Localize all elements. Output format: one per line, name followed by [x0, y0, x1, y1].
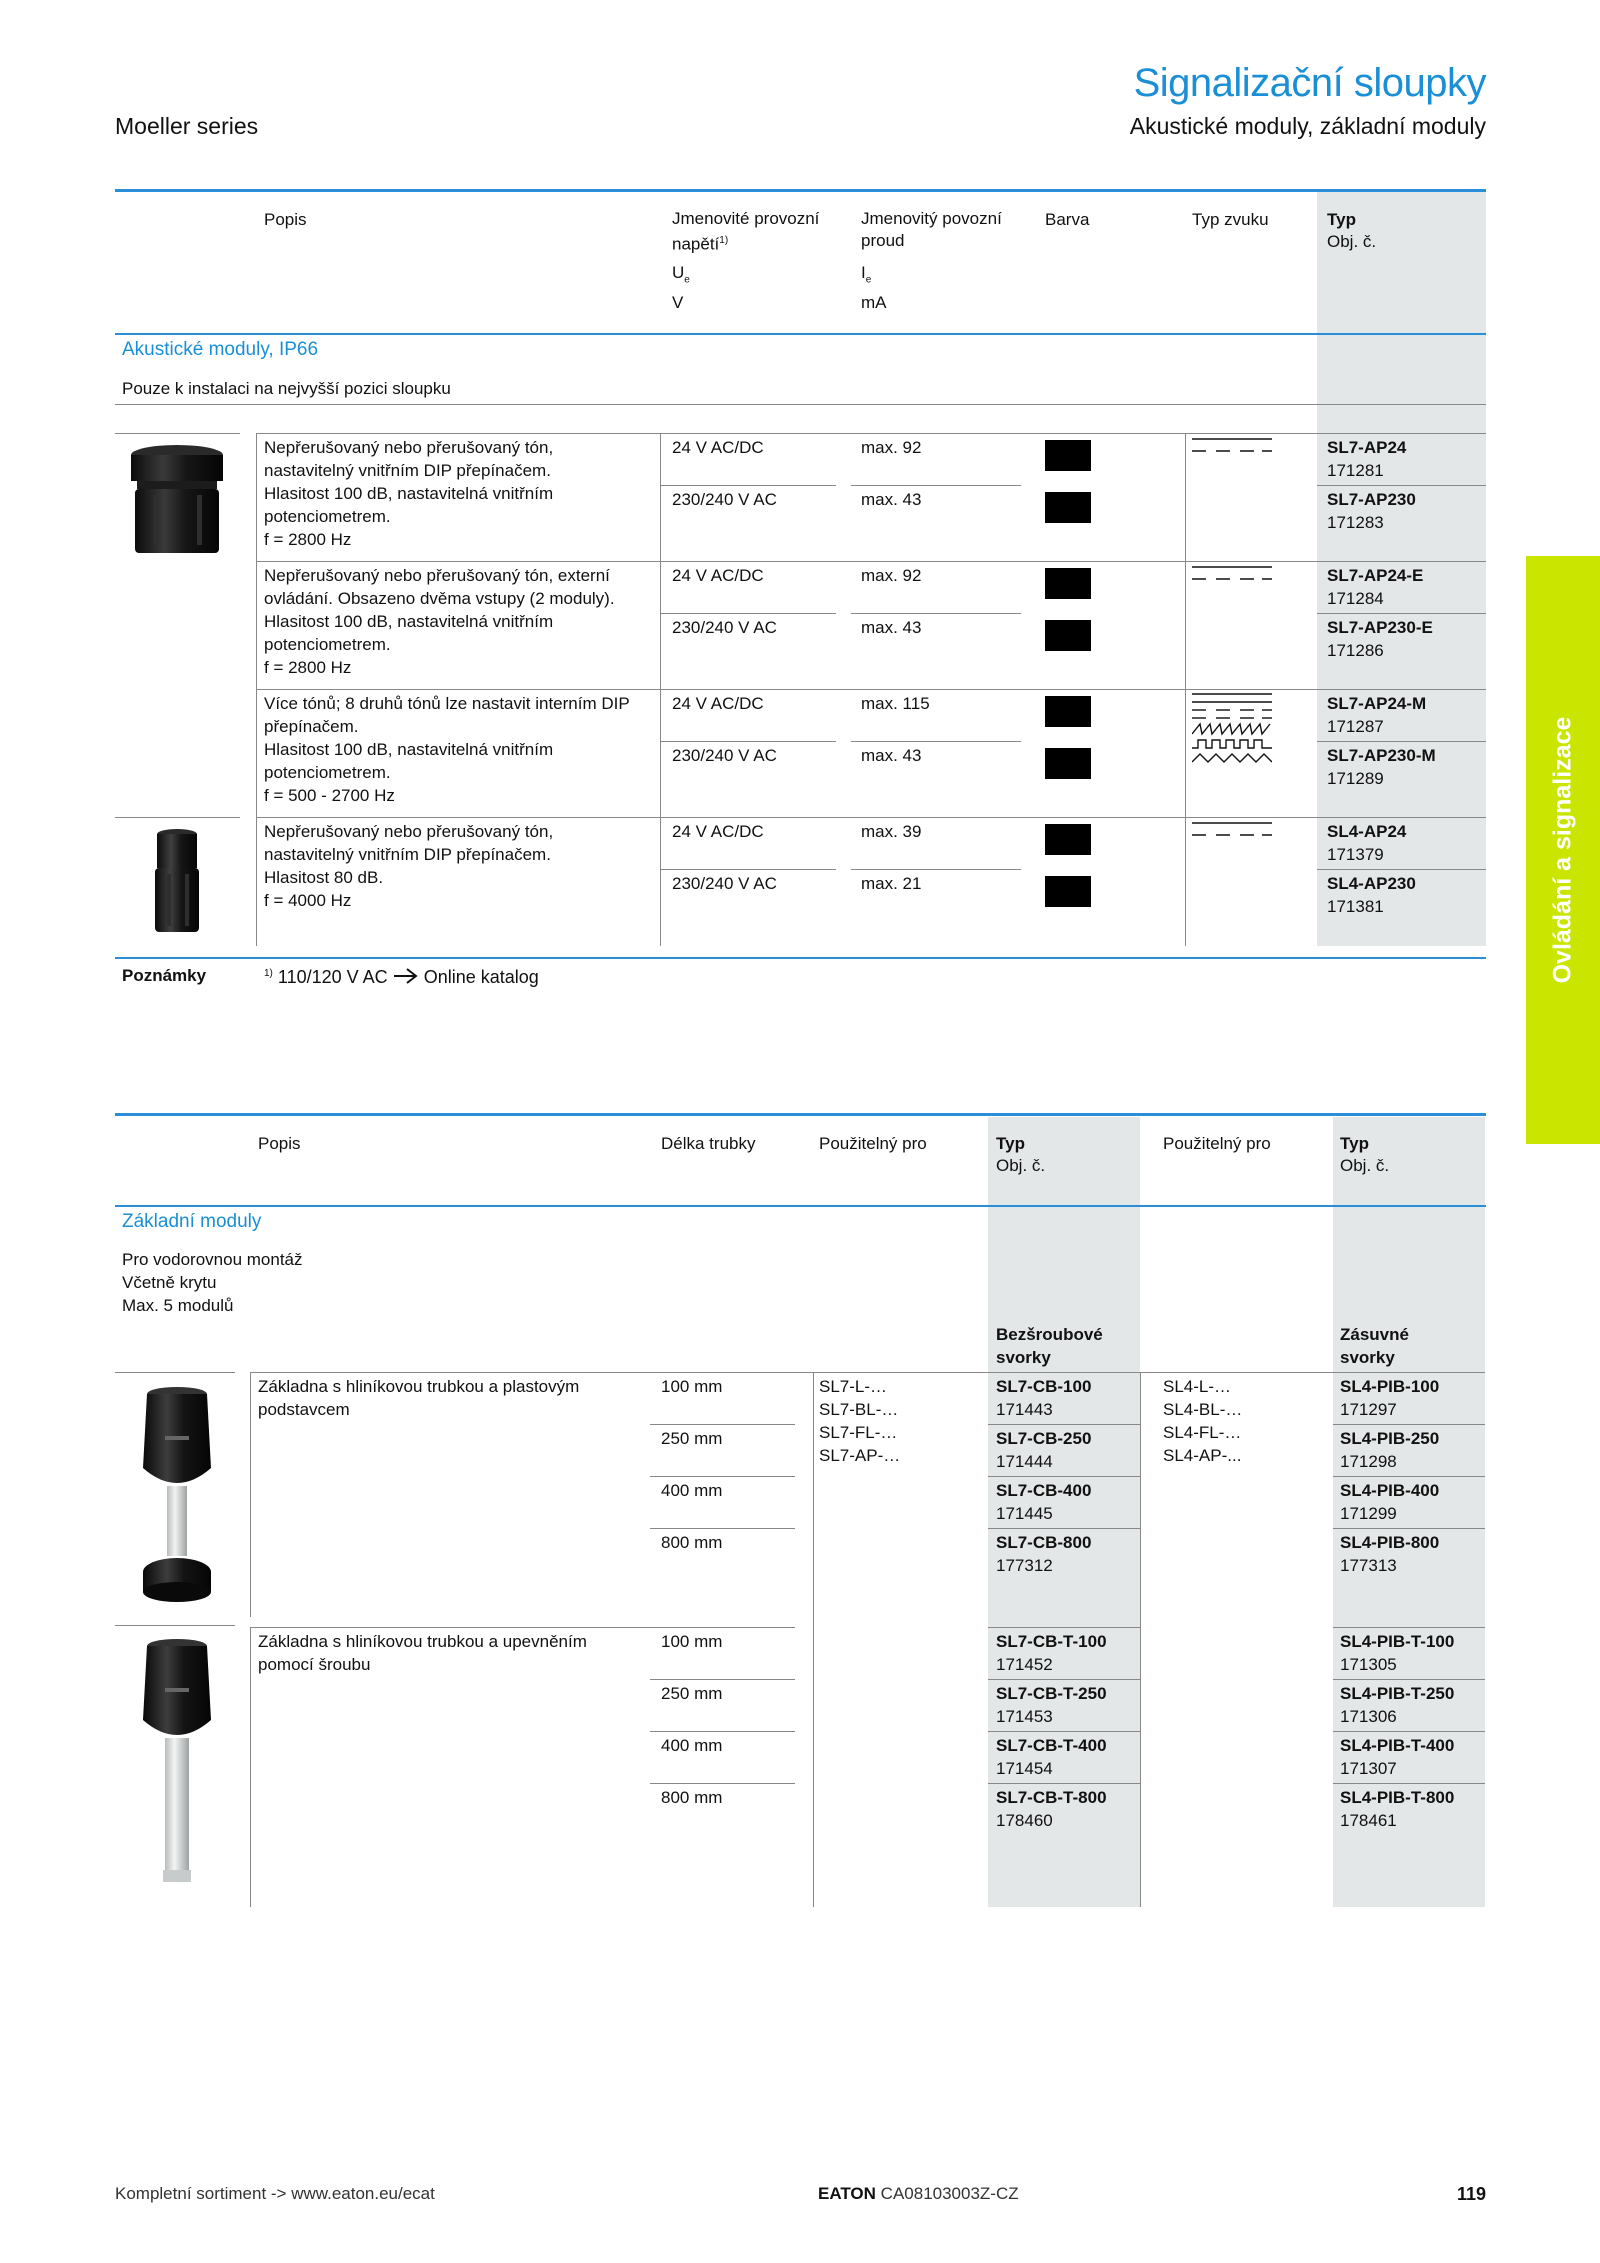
header2-typ1: Typ: [996, 1134, 1025, 1153]
base-row-rule: [988, 1476, 1140, 1477]
color-swatch-black: [1045, 876, 1091, 907]
group2-mid-rule-b: [851, 613, 1021, 614]
base-groupB-row2-length: 250 mm: [661, 1684, 723, 1703]
group1-rule: [250, 1372, 1485, 1373]
group2-row2-type: SL7-AP230-E: [1327, 618, 1433, 637]
base-row-rule: [988, 1528, 1140, 1529]
table2-top-rule: [115, 1113, 1486, 1116]
header-barva: Barva: [1045, 210, 1090, 229]
base-groupA-row1-type1: SL7-CB-100: [996, 1377, 1092, 1396]
group3-mid-rule-c: [1317, 741, 1486, 742]
group3-row2-current: max. 43: [861, 746, 922, 765]
section1-note-rule: [115, 404, 1486, 405]
base-groupB-row3-type2: SL4-PIB-T-400: [1340, 1736, 1455, 1755]
group4-mid-rule: [660, 869, 836, 870]
group2-rule: [256, 561, 1486, 562]
color-swatch-black: [1045, 620, 1091, 651]
base-groupB-row3-order2: 171307: [1340, 1759, 1397, 1778]
catalog-code: CA08103003Z-CZ: [880, 2184, 1019, 2203]
header-obj: Obj. č.: [1327, 232, 1377, 251]
group2-rule: [1333, 1627, 1485, 1628]
group2-row1-type: SL7-AP24-E: [1327, 566, 1424, 585]
color-swatch-black: [1045, 492, 1091, 523]
group4-row2-current: max. 21: [861, 874, 922, 893]
base-groupA-row4-order2: 177313: [1340, 1556, 1397, 1575]
base-groupB-row3-order1: 171454: [996, 1759, 1053, 1778]
group1-row2-type: SL7-AP230: [1327, 490, 1416, 509]
base-groupB-description: Základna s hliníkovou trubkou a upevněním pomocí šroubu: [258, 1632, 587, 1674]
group2-rule: [988, 1627, 1140, 1628]
group2-row2-order: 171286: [1327, 641, 1384, 660]
base-groupA-row1-type2: SL4-PIB-100: [1340, 1377, 1440, 1396]
header2-pouzitelny1: Použitelný pro: [819, 1134, 927, 1153]
base-groupA-description: Základna s hliníkovou trubkou a plastovým podstavcem: [258, 1377, 580, 1419]
header-napeti-symbol: $U_e$: [672, 263, 690, 286]
header2-typ2: Typ: [1340, 1134, 1369, 1153]
side-tab-label: Ovládání a signalizace: [1548, 716, 1577, 984]
group4-row2-type: SL4-AP230: [1327, 874, 1416, 893]
header-popis: Popis: [264, 210, 307, 229]
group3-mid-rule: [660, 741, 836, 742]
color-swatch-black: [1045, 748, 1091, 779]
continuous-intermittent-tone-icon: [1192, 564, 1272, 589]
header2-obj1: Obj. č.: [996, 1156, 1046, 1175]
group4-row2-order: 171381: [1327, 897, 1384, 916]
base-row-rule: [1333, 1476, 1485, 1477]
base-groupB-row1-order1: 171452: [996, 1655, 1053, 1674]
group2-row1-order: 171284: [1327, 589, 1384, 608]
group1-mid-rule-b: [851, 485, 1021, 486]
base-groupB-row4-order2: 178461: [1340, 1811, 1397, 1830]
length-column-rule: [813, 1372, 814, 1907]
group1-row1-voltage: 24 V AC/DC: [672, 438, 764, 457]
base-row-rule: [988, 1424, 1140, 1425]
notes-rule: [115, 957, 1486, 959]
series-label: Moeller series: [115, 113, 259, 139]
group2-row1-voltage: 24 V AC/DC: [672, 566, 764, 585]
base-row-rule: [650, 1679, 795, 1680]
section2-note: Pro vodorovnou montáž Včetně krytu Max. 5 modulů: [122, 1250, 303, 1315]
base-module-plastic-foot-image: [115, 1378, 240, 1610]
subheader-screwless: Bezšroubové svorky: [996, 1325, 1103, 1367]
base-groupB-row4-type1: SL7-CB-T-800: [996, 1788, 1107, 1807]
base-row-rule: [988, 1679, 1140, 1680]
page-subtitle: Akustické moduly, základní moduly: [1129, 113, 1486, 139]
base-groupB-row1-order2: 171305: [1340, 1655, 1397, 1674]
group4-rule: [256, 817, 1486, 818]
group1-row2-order: 171283: [1327, 513, 1384, 532]
group1-row1-current: max. 92: [861, 438, 922, 457]
base-row-rule: [1333, 1528, 1485, 1529]
base-groupA-row4-order1: 177312: [996, 1556, 1053, 1575]
group2-mid-rule: [660, 613, 836, 614]
base-groupB-row4-length: 800 mm: [661, 1788, 723, 1807]
section2-rule: [115, 1205, 1486, 1207]
group1-row2-voltage: 230/240 V AC: [672, 490, 777, 509]
header-napeti: Jmenovité provozní napětí$^{1)}$: [672, 209, 820, 254]
color-swatch-black: [1045, 440, 1091, 471]
base-row-rule: [1333, 1424, 1485, 1425]
group3-rule: [256, 689, 1486, 690]
base-groupB-row4-order1: 178460: [996, 1811, 1053, 1830]
continuous-intermittent-tone-icon: [1192, 436, 1272, 461]
base-groupA-row2-type1: SL7-CB-250: [996, 1429, 1092, 1448]
base-row-rule: [1333, 1731, 1485, 1732]
group3-row2-voltage: 230/240 V AC: [672, 746, 777, 765]
header2-delka: Délka trubky: [661, 1134, 756, 1153]
base-groupA-row4-length: 800 mm: [661, 1533, 723, 1552]
base-groupB-row1-type1: SL7-CB-T-100: [996, 1632, 1107, 1651]
base-row-rule: [1333, 1783, 1485, 1784]
group1-mid-rule: [660, 485, 836, 486]
group1-row2-current: max. 43: [861, 490, 922, 509]
base-groupA-row2-type2: SL4-PIB-250: [1340, 1429, 1440, 1448]
group3-description: Více tónů; 8 druhů tónů lze nastavit interním DIP přepínačem. Hlasitost 100 dB, nastavitelná vnitřním potenciometrem. f = 500 - 2700 Hz: [264, 694, 630, 805]
group1-mid-rule-c: [1317, 485, 1486, 486]
group4-row1-order: 171379: [1327, 845, 1384, 864]
base-row-rule: [988, 1731, 1140, 1732]
base-row-rule: [1333, 1679, 1485, 1680]
group2-row1-current: max. 92: [861, 566, 922, 585]
applicable-sl7-list: SL7-L-… SL7-BL-… SL7-FL-… SL7-AP-…: [819, 1377, 901, 1465]
base-groupB-row2-order2: 171306: [1340, 1707, 1397, 1726]
side-tab: [1526, 556, 1600, 1144]
base-groupA-row1-order1: 171443: [996, 1400, 1053, 1419]
page-title: Signalizační sloupky: [1133, 61, 1486, 105]
base-groupA-row1-order2: 171297: [1340, 1400, 1397, 1419]
header-napeti-unit: V: [672, 293, 684, 312]
eaton-logo: EATON: [818, 2184, 876, 2203]
group1-row1-type: SL7-AP24: [1327, 438, 1407, 457]
table1-top-rule: [115, 189, 1486, 192]
image1-top-rule: [115, 433, 240, 434]
footer-center: [818, 2183, 1019, 2205]
desc2-column-rule: [250, 1372, 251, 1617]
group3-row2-order: 171289: [1327, 769, 1384, 788]
image2-top-rule: [115, 817, 240, 818]
acoustic-module-sl4-image: [115, 822, 240, 942]
applicable-sl4-list: SL4-L-… SL4-BL-… SL4-FL-… SL4-AP-...: [1163, 1377, 1243, 1465]
header-typ-zvuku: Typ zvuku: [1192, 210, 1269, 229]
subheader-plug-in: Zásuvné svorky: [1340, 1325, 1409, 1367]
desc2-column-rule-b: [250, 1627, 251, 1907]
group4-mid-rule-b: [851, 869, 1021, 870]
base-groupA-row2-order2: 171298: [1340, 1452, 1397, 1471]
group4-row1-type: SL4-AP24: [1327, 822, 1407, 841]
group1-rule: [115, 1372, 235, 1373]
group2-rule: [250, 1627, 795, 1628]
base-row-rule: [650, 1528, 795, 1529]
footer-catalog-link[interactable]: Kompletní sortiment -> www.eaton.eu/ecat: [115, 2184, 435, 2203]
group4-row2-voltage: 230/240 V AC: [672, 874, 777, 893]
base-groupA-row3-length: 400 mm: [661, 1481, 723, 1500]
base-groupA-row4-type2: SL4-PIB-800: [1340, 1533, 1440, 1552]
group2-image-rule: [115, 1625, 235, 1626]
group2-row2-voltage: 230/240 V AC: [672, 618, 777, 637]
header2-obj2: Obj. č.: [1340, 1156, 1390, 1175]
group3-row2-type: SL7-AP230-M: [1327, 746, 1436, 765]
base-groupB-row2-type2: SL4-PIB-T-250: [1340, 1684, 1455, 1703]
multi-tone-icon: [1192, 690, 1272, 785]
base-row-rule: [650, 1783, 795, 1784]
group1-description: Nepřerušovaný nebo přerušovaný tón, nastavitelný vnitřním DIP přepínačem. Hlasitost 100 dB, nastavitelná vnitřním potenciometrem. f = 2800 Hz: [264, 438, 554, 549]
group3-row1-current: max. 115: [861, 694, 930, 713]
arrow-right-icon: [393, 967, 419, 990]
header-proud-symbol: $I_e$: [861, 263, 872, 286]
base-groupB-row1-length: 100 mm: [661, 1632, 723, 1651]
base-groupB-row4-type2: SL4-PIB-T-800: [1340, 1788, 1455, 1807]
group2-row2-current: max. 43: [861, 618, 922, 637]
header-proud: Jmenovitý povozní proud: [861, 209, 1002, 250]
base-module-screw-mount-image: [115, 1630, 240, 1895]
notes-text: $^{1)}$ 110/120 V AC Online katalog: [264, 962, 539, 990]
section1-note: Pouze k instalaci na nejvyšší pozici sloupku: [122, 379, 451, 398]
base-groupB-row3-length: 400 mm: [661, 1736, 723, 1755]
group4-description: Nepřerušovaný nebo přerušovaný tón, nastavitelný vnitřním DIP přepínačem. Hlasitost 80 dB. f = 4000 Hz: [264, 822, 554, 910]
group2-description: Nepřerušovaný nebo přerušovaný tón, externí ovládání. Obsazeno dvěma vstupy (2 moduly). Hlasitost 100 dB, nastavitelná vnitřním potenciometrem. f = 2800 Hz: [264, 566, 615, 677]
base-groupB-row2-order1: 171453: [996, 1707, 1053, 1726]
base-groupA-row2-length: 250 mm: [661, 1429, 723, 1448]
page-number: 119: [1456, 2184, 1486, 2204]
online-catalog-link[interactable]: Online katalog: [423, 967, 539, 987]
base-groupA-row1-length: 100 mm: [661, 1377, 723, 1396]
base-groupA-row3-order2: 171299: [1340, 1504, 1397, 1523]
base-row-rule: [988, 1783, 1140, 1784]
base-groupA-row4-type1: SL7-CB-800: [996, 1533, 1092, 1552]
section1-title: Akustické moduly, IP66: [122, 339, 319, 360]
base-groupB-row3-type1: SL7-CB-T-400: [996, 1736, 1107, 1755]
base-row-rule: [650, 1424, 795, 1425]
group1-row1-order: 171281: [1327, 461, 1384, 480]
header2-pouzitelny2: Použitelný pro: [1163, 1134, 1271, 1153]
group2-mid-rule-c: [1317, 613, 1486, 614]
acoustic-module-sl7-image: [115, 433, 240, 563]
applicable2-column-rule: [1140, 1372, 1141, 1907]
group3-mid-rule-b: [851, 741, 1021, 742]
base-groupA-row2-order1: 171444: [996, 1452, 1053, 1471]
base-row-rule: [650, 1476, 795, 1477]
group3-row1-type: SL7-AP24-M: [1327, 694, 1427, 713]
base-groupA-row3-type2: SL4-PIB-400: [1340, 1481, 1440, 1500]
base-groupB-row2-type1: SL7-CB-T-250: [996, 1684, 1107, 1703]
group1-rule: [256, 433, 1486, 434]
section2-title: Základní moduly: [122, 1211, 262, 1232]
base-row-rule: [650, 1731, 795, 1732]
header2-popis: Popis: [258, 1134, 301, 1153]
group4-row1-voltage: 24 V AC/DC: [672, 822, 764, 841]
continuous-intermittent-tone-icon: [1192, 820, 1272, 845]
color-swatch-black: [1045, 568, 1091, 599]
group3-row1-order: 171287: [1327, 717, 1384, 736]
color-swatch-black: [1045, 824, 1091, 855]
base-groupA-row3-order1: 171445: [996, 1504, 1053, 1523]
header-typ: Typ: [1327, 210, 1356, 229]
color-swatch-black: [1045, 696, 1091, 727]
notes-label: Poznámky: [122, 966, 207, 985]
group4-mid-rule-c: [1317, 869, 1486, 870]
section1-rule: [115, 333, 1486, 335]
group4-row1-current: max. 39: [861, 822, 922, 841]
base-groupB-row1-type2: SL4-PIB-T-100: [1340, 1632, 1455, 1651]
base-groupA-row3-type1: SL7-CB-400: [996, 1481, 1092, 1500]
group3-row1-voltage: 24 V AC/DC: [672, 694, 764, 713]
header-proud-unit: mA: [861, 293, 887, 312]
